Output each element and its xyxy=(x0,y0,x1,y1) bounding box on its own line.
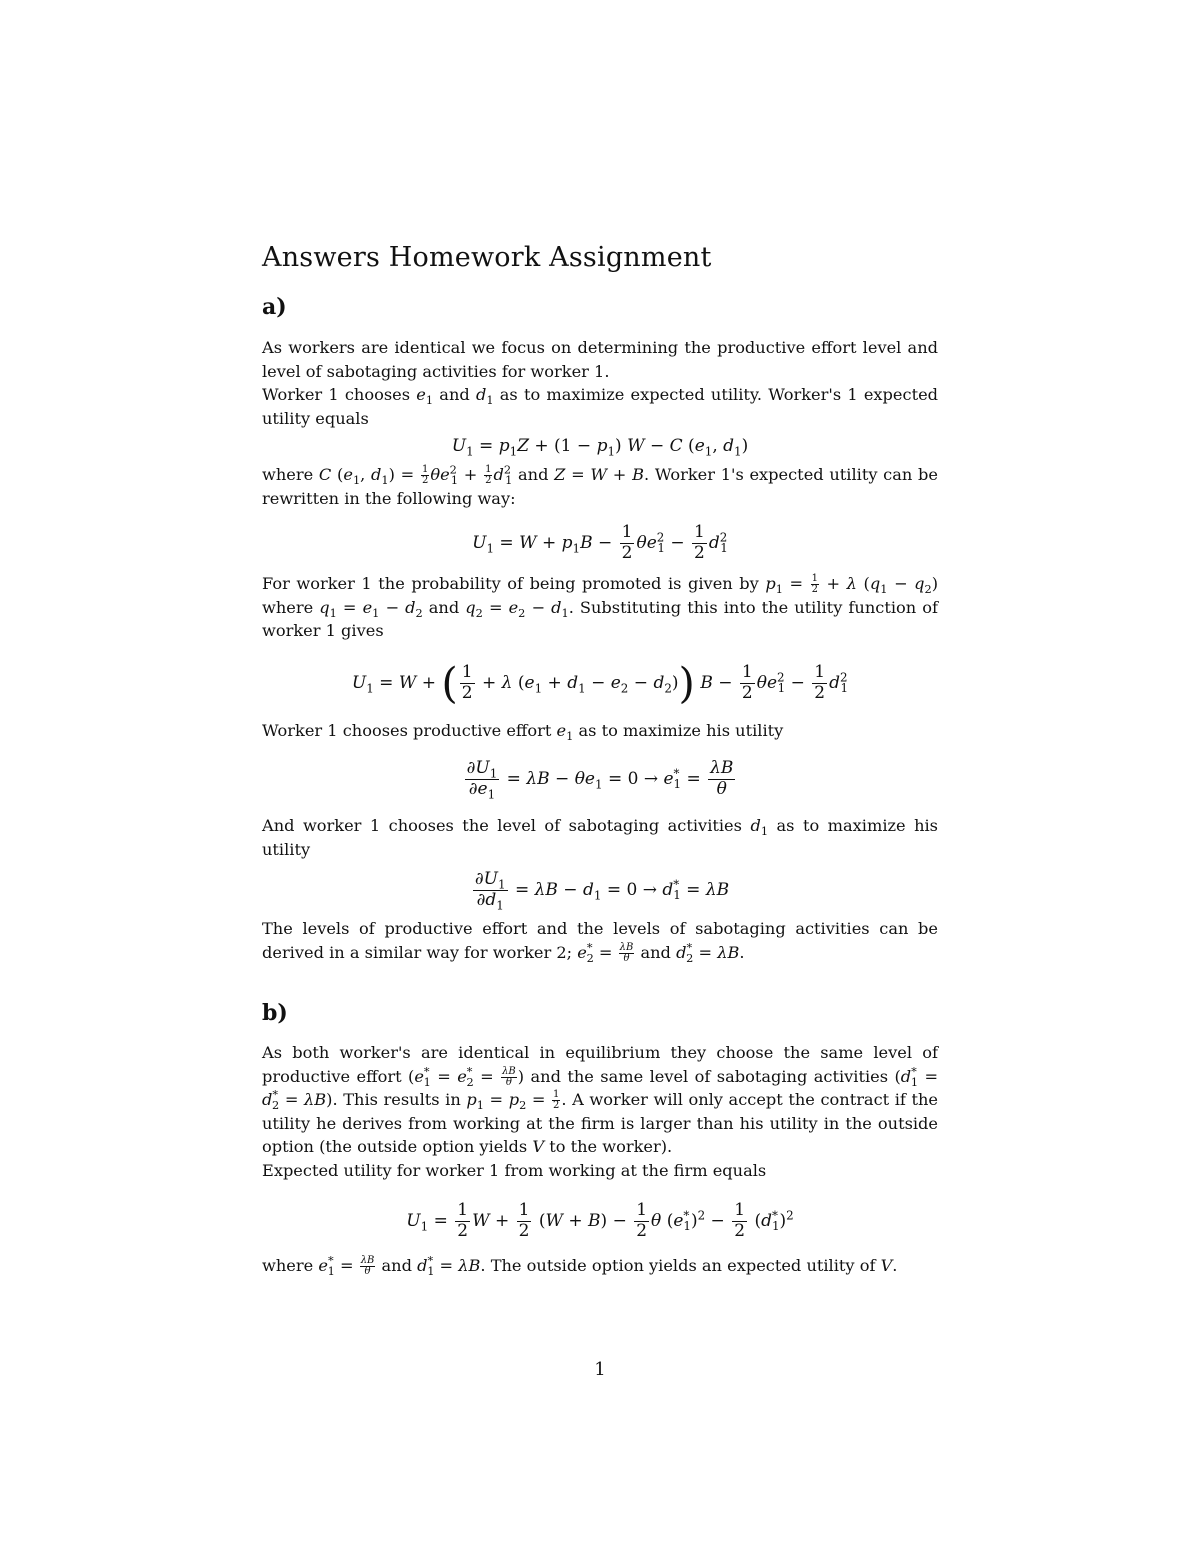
equation-utility: $U_1 = p_1Z + (1 - p_1) W - C$ ($e_1$, $d_1$) xyxy=(451,436,749,459)
equation-expected-utility: $U_1$ = $\frac{1}{2}$ W + $\frac{1}{2}$ (W + B) − $\frac{1}{2}$ θ $(e^*_1)^2$ − $\frac{1}{2}$ $(d^*_1)^2$ xyxy=(406,1199,794,1241)
paragraph-a5: Worker 1 chooses productive effort $e_1$ as to maximize his utility xyxy=(262,720,784,743)
page-number: 1 xyxy=(594,1359,606,1380)
paragraph-a6: And worker 1 chooses the level of sabotaging activities $d_1$ as to maximize his utility xyxy=(262,816,938,859)
equation-foc-effort: $\frac{\partial U_1}{\partial e_1}$ = $\lambda B - \theta e_1 = 0 \to e^*_1$ = $\frac{\lambda B}{\theta}$ xyxy=(466,757,734,801)
document-title: Answers Homework Assignment xyxy=(262,242,712,273)
document-page xyxy=(262,238,938,1278)
paragraph-a7: The levels of productive effort and the levels of sabotaging activities can be derived in a similar way for worker 2; $e^*_2$ = $\frac{\lambda B}{\theta}$ and $d^*_2 = \lambda B$. xyxy=(262,919,938,965)
paragraph-b1: As both worker's are identical in equilibrium they choose the same level of productive effort ($e^*_1 = e^*_2$ = $\frac{\lambda B}{\theta}$ ) and the same level of sabotaging activities $(d^*_1 = d^*_2 = \lambda B)$. This results in $p_1 = p_2$ = $\frac{1}{2}$ . A worker will only accept the contract if the utility he derives from working at the firm is larger than his utility in the outside option (the outside option yields V to the worker). xyxy=(262,1043,939,1156)
section-b-heading: b) xyxy=(262,1000,288,1026)
paragraph-a2: Worker 1 chooses $e_1$ and $d_1$ as to maximize expected utility. Worker's 1 expected utility equals xyxy=(262,385,939,428)
paragraph-a1: As workers are identical we focus on determining the productive effort level and level of sabotaging activities for worker 1. xyxy=(262,338,938,381)
paragraph-b3: where $e^*_1$ = $\frac{\lambda B}{\theta}$ and $d^*_1 = \lambda B$. The outside option yields an expected utility of V. xyxy=(262,1253,898,1279)
paragraph-a4: For worker 1 the probability of being promoted is given by $p_1$ = $\frac{1}{2}$ + λ $(q_1 - q_2)$ where $q_1 = e_1 - d_2$ and $q_2 = e_2 - d_1$. Substituting this into the utility function of worker 1 gives xyxy=(262,573,939,640)
equation-utility-rewritten: $U_1 = W + p_1B$ − $\frac{1}{2}$ $\theta e^2_1$ − $\frac{1}{2}$ $d^2_1$ xyxy=(472,521,728,563)
paragraph-a3: where C ($e_1$, $d_1$) = $\frac{1}{2}$ $\theta e^2_1$ + $\frac{1}{2}$ $d^2_1$ and Z = W + B. Worker 1's expected utility can be rewritten in the following way: xyxy=(262,462,938,508)
equation-utility-substituted: $U_1 = W$ + ( $\frac{1}{2}$ + λ $(e_1 + d_1 - e_2 - d_2)$) B − $\frac{1}{2}$ $\theta e^2_1$ − $\frac{1}{2}$ $d^2_1$ xyxy=(351,658,849,708)
equation-foc-sabotage: $\frac{\partial U_1}{\partial d_1}$ = $\lambda B - d_1 = 0 \to d^*_1 = \lambda B$ xyxy=(474,868,730,912)
section-a-heading: a) xyxy=(262,294,287,320)
paragraph-b2: Expected utility for worker 1 from working at the firm equals xyxy=(262,1160,767,1180)
